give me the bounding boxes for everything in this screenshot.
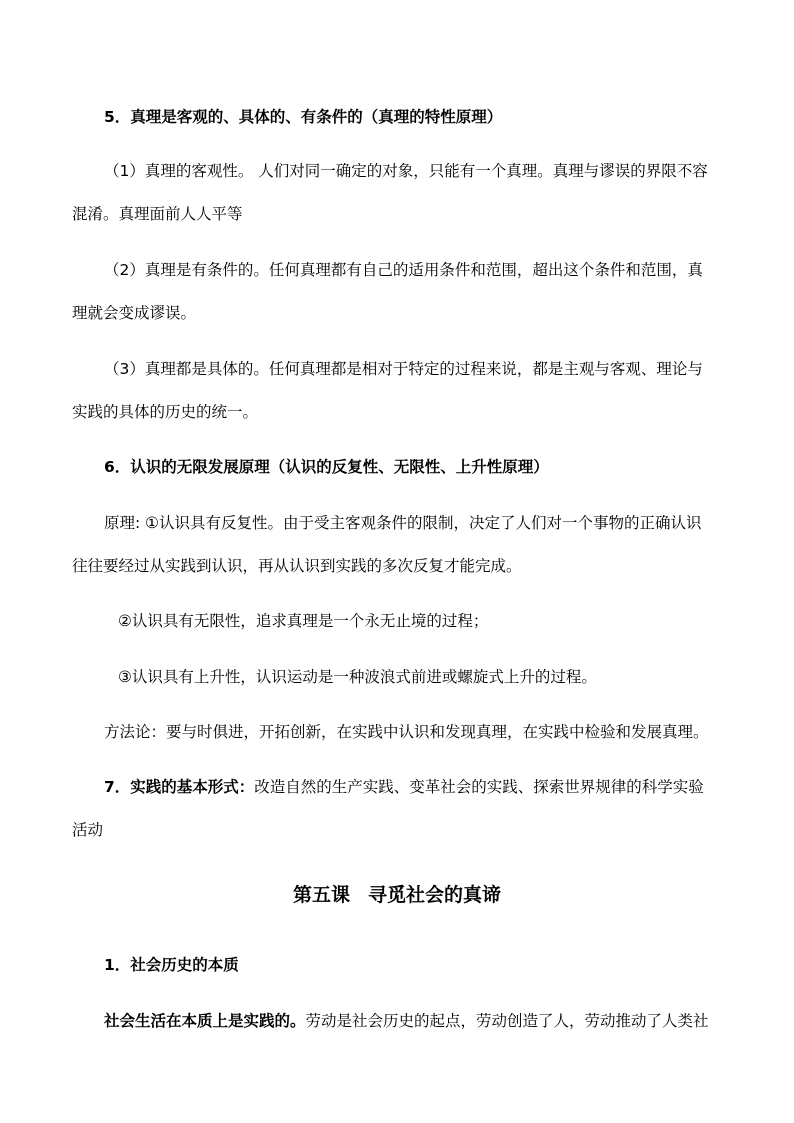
lesson-5-section-1-paragraph [104,1010,709,1032]
section-6-heading: 6．认识的无限发展原理（认识的反复性、无限性、上升性原理） [104,458,549,476]
lesson-5-section-1-heading: 1．社会历史的本质 [104,956,239,974]
section-6-point-3: ③认识具有上升性，认识运动是一种波浪式前进或螺旋式上升的过程。 [118,668,597,686]
section-7-text: 改造自然的生产实践、变革社会的实践、探索世界规律的科学实验 [254,778,704,796]
lesson-5-section-1-text: 劳动是社会历史的起点，劳动创造了人，劳动推动了人类社 [305,1012,709,1030]
section-6-point-2: ②认识具有无限性，追求真理是一个永无止境的过程； [118,612,489,630]
section-7-heading: 7．实践的基本形式： [104,778,255,796]
section-6-principle-line-1: 原理: ①认识具有反复性。由于受主客观条件的限制，决定了人们对一个事物的正确认识 [104,514,702,532]
section-5-point-2-line-2: 理就会变成谬误。 [72,304,197,322]
section-6-methodology: 方法论：要与时俱进，开拓创新，在实践中认识和发现真理，在实践中检验和发展真理。 [104,723,709,741]
section-5-point-2-line-1: （2）真理是有条件的。任何真理都有自己的适用条件和范围，超出这个条件和范围，真 [104,261,703,279]
section-5-point-3-line-1: （3）真理都是具体的。任何真理都是相对于特定的过程来说，都是主观与客观、理论与 [104,360,703,378]
section-5-point-1-line-1: （1）真理的客观性。 人们对同一确定的对象，只能有一个真理。真理与谬误的界限不容 [104,162,708,180]
lesson-5-section-1-bold-lead: 社会生活在本质上是实践的。 [104,1012,306,1030]
section-5-point-3-line-2: 实践的具体的历史的统一。 [72,403,259,421]
lesson-title-number: 第五课 [292,884,350,906]
section-7-line-2: 活动 [72,821,104,839]
lesson-title [0,882,794,908]
section-5-point-1-line-2: 混淆。真理面前人人平等 [72,205,243,223]
section-6-principle-line-2: 往往要经过从实践到认识，再从认识到实践的多次反复才能完成。 [72,557,522,575]
section-7-line-1 [104,776,704,798]
lesson-title-text: 寻觅社会的真谛 [368,884,502,906]
section-5-heading: 5．真理是客观的、具体的、有条件的（真理的特性原理） [104,108,503,126]
